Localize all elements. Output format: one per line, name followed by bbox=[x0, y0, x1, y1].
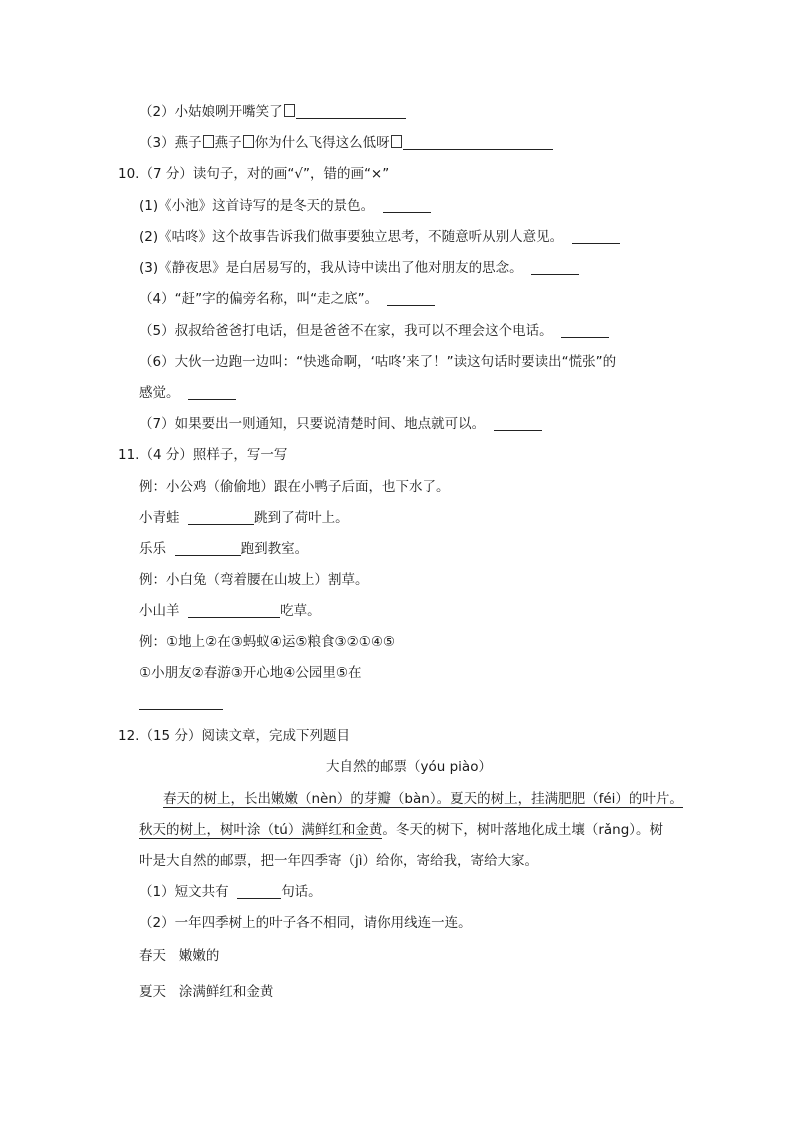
sub-text: 句话。 bbox=[281, 884, 322, 900]
punctuation-box[interactable] bbox=[284, 104, 295, 117]
item-text: （5）叔叔给爸爸打电话，但是爸爸不在家，我可以不理会这个电话。 bbox=[139, 323, 553, 339]
passage-title: 大自然的邮票（yóu piào） bbox=[326, 759, 492, 775]
q9-line-3 bbox=[139, 134, 553, 152]
answer-blank[interactable] bbox=[531, 260, 579, 275]
item-text: (2)《咕咚》这个故事告诉我们做事要独立思考，不随意听从别人意见。 bbox=[139, 229, 564, 245]
q11-line-2 bbox=[139, 540, 308, 558]
line-text: 吃草。 bbox=[280, 603, 321, 619]
season-label: 春天 bbox=[139, 948, 166, 964]
q11-header: 11.（4 分）照样子，写一写 bbox=[118, 447, 288, 463]
line-text: 跳到了荷叶上。 bbox=[254, 510, 349, 526]
q11-example-3: 例：①地上②在③蚂蚁④运⑤粮食③②①④⑤ bbox=[139, 634, 396, 650]
answer-blank[interactable] bbox=[188, 385, 236, 400]
answer-blank[interactable] bbox=[383, 198, 431, 213]
underlined-sentence: 春天的树上，长出嫩嫩（nèn）的芽瓣（bàn）。夏天的树上，挂满肥肥（féi）的叶片。 bbox=[163, 791, 683, 807]
match-row-spring bbox=[139, 947, 219, 965]
line-text: 小山羊 bbox=[139, 603, 180, 619]
q12-sub-1 bbox=[139, 883, 322, 901]
answer-blank[interactable] bbox=[572, 229, 620, 244]
q10-item-5 bbox=[139, 322, 609, 340]
q11-line-3 bbox=[139, 602, 321, 620]
q11-example-1: 例：小公鸡（偷偷地）跟在小鸭子后面，也下水了。 bbox=[139, 479, 450, 495]
line-text: 乐乐 bbox=[139, 541, 166, 557]
answer-blank[interactable] bbox=[237, 884, 281, 899]
q12-sub-2: （2）一年四季树上的叶子各不相同，请你用线连一连。 bbox=[139, 915, 472, 931]
answer-blank[interactable] bbox=[403, 135, 553, 150]
leaf-description: 涂满鲜红和金黄 bbox=[178, 984, 274, 1000]
q11-words: ①小朋友②春游③开心地④公园里⑤在 bbox=[139, 665, 362, 681]
sentence-text: （2）小姑娘咧开嘴笑了 bbox=[139, 104, 283, 120]
punctuation-box[interactable] bbox=[243, 135, 254, 148]
sentence-text: 燕子 bbox=[214, 135, 242, 151]
season-label: 夏天 bbox=[139, 984, 166, 1000]
q9-line-2 bbox=[139, 103, 406, 121]
q11-line-1 bbox=[139, 509, 349, 527]
answer-blank[interactable] bbox=[188, 510, 254, 525]
item-text: 感觉。 bbox=[139, 385, 180, 401]
match-row-summer bbox=[139, 983, 273, 1001]
sentence-text: 你为什么飞得这么低呀 bbox=[254, 135, 390, 151]
item-text: (3)《静夜思》是白居易写的，我从诗中读出了他对朋友的思念。 bbox=[139, 260, 523, 276]
q10-item-4 bbox=[139, 290, 435, 308]
q10-item-6-cont bbox=[139, 384, 236, 402]
item-text: (1)《小池》这首诗写的是冬天的景色。 bbox=[139, 198, 375, 214]
q10-item-7 bbox=[139, 415, 542, 433]
answer-blank[interactable] bbox=[387, 291, 435, 306]
sub-text: （1）短文共有 bbox=[139, 884, 229, 900]
answer-blank[interactable] bbox=[139, 695, 223, 710]
answer-blank[interactable] bbox=[188, 603, 280, 618]
q10-header: 10.（7 分）读句子，对的画“√”，错的画“×” bbox=[118, 166, 390, 182]
answer-blank[interactable] bbox=[175, 541, 241, 556]
sentence-text: （3）燕子 bbox=[139, 135, 202, 151]
q10-item-2 bbox=[139, 228, 620, 246]
leaf-description: 嫩嫩的 bbox=[178, 948, 220, 964]
punctuation-box[interactable] bbox=[391, 135, 402, 148]
answer-blank[interactable] bbox=[494, 416, 542, 431]
passage-text: 。冬天的树下，树叶落地化成土壤（rǎng）。树 bbox=[382, 822, 664, 838]
answer-blank[interactable] bbox=[561, 323, 609, 338]
punctuation-box[interactable] bbox=[203, 135, 214, 148]
answer-blank[interactable] bbox=[296, 104, 406, 119]
item-text: （4）“赶”字的偏旁名称，叫“走之底”。 bbox=[139, 291, 379, 307]
passage-line-1 bbox=[163, 790, 683, 808]
q10-item-6: （6）大伙一边跑一边叫：“快逃命啊，‘咕咚’来了！”读这句话时要读出“慌张”的 bbox=[139, 354, 617, 370]
line-text: 小青蛙 bbox=[139, 510, 180, 526]
underlined-sentence: 秋天的树上，树叶涂（tú）满鲜红和金黄 bbox=[139, 822, 383, 838]
q10-item-1 bbox=[139, 197, 431, 215]
q12-header: 12.（15 分）阅读文章，完成下列题目 bbox=[118, 728, 350, 744]
passage-line-3: 叶是大自然的邮票，把一年四季寄（jì）给你，寄给我，寄给大家。 bbox=[139, 853, 539, 869]
item-text: （7）如果要出一则通知，只要说清楚时间、地点就可以。 bbox=[139, 416, 486, 432]
line-text: 跑到教室。 bbox=[240, 541, 309, 557]
q11-answer-line bbox=[139, 694, 223, 712]
q10-item-3 bbox=[139, 259, 579, 277]
passage-line-2 bbox=[139, 821, 663, 839]
q11-example-2: 例：小白兔（弯着腰在山坡上）割草。 bbox=[139, 572, 369, 588]
